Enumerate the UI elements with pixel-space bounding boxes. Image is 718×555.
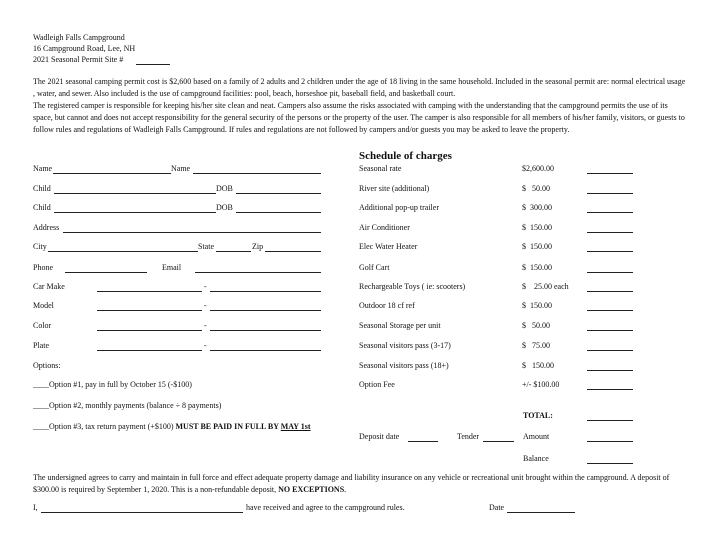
color-field-1[interactable]: [97, 330, 202, 331]
model-dash: -: [204, 301, 207, 310]
name-field-1[interactable]: [53, 173, 171, 174]
schedule-item: Golf Cart: [359, 263, 390, 272]
schedule-price: $ 75.00: [522, 341, 550, 350]
zip-field[interactable]: [265, 251, 321, 252]
name-label-1: Name: [33, 164, 53, 173]
schedule-price: $ 25.00 each: [522, 282, 569, 291]
car-make-dash: -: [204, 282, 207, 291]
intro-paragraph-2: The registered camper is responsible for keeping his/her site clean and neat. Campers also assume the risks associated with camping with the understanding that the campground permits the use of its space, but cannot and does not accept responsibility for the general security of the persons or the property of the user. The camper is also responsible for all members of his/her family, visitors, or guests to follow rules and regulations of Wadleigh Falls Campground. If rules and regulations are not followed by campers and/or guests you may be asked to leave the property.: [33, 101, 685, 134]
schedule-title: Schedule of charges: [359, 150, 452, 162]
schedule-qty-field[interactable]: [587, 370, 633, 371]
schedule-item: Option Fee: [359, 380, 395, 389]
campground-address: 16 Campground Road, Lee, NH: [33, 44, 136, 53]
option-3-deadline: MUST BE PAID IN FULL BY: [175, 422, 281, 431]
dob-field-2[interactable]: [236, 212, 321, 213]
child-field-2[interactable]: [54, 212, 216, 213]
city-field[interactable]: [48, 251, 198, 252]
schedule-item: Seasonal visitors pass (3-17): [359, 341, 451, 350]
schedule-qty-field[interactable]: [587, 291, 633, 292]
schedule-item: Rechargeable Toys ( ie: scooters): [359, 282, 466, 291]
email-field[interactable]: [195, 272, 321, 273]
address-label: Address: [33, 223, 60, 232]
schedule-qty-field[interactable]: [587, 232, 633, 233]
schedule-item: Seasonal rate: [359, 164, 402, 173]
state-field[interactable]: [216, 251, 251, 252]
date-field[interactable]: [507, 512, 575, 513]
schedule-price: $ 50.00: [522, 321, 550, 330]
schedule-qty-field[interactable]: [587, 251, 633, 252]
no-exceptions: NO EXCEPTIONS: [278, 485, 345, 494]
schedule-item: Seasonal visitors pass (18+): [359, 361, 449, 370]
option-3-date: MAY 1st: [280, 422, 311, 431]
schedule-item: Additional pop-up trailer: [359, 203, 439, 212]
plate-field-2[interactable]: [210, 350, 321, 351]
schedule-price: $ 150.00: [522, 242, 552, 251]
phone-label: Phone: [33, 263, 53, 272]
schedule-price: $2,600.00: [522, 164, 554, 173]
color-field-2[interactable]: [210, 330, 321, 331]
schedule-price: $ 150.00: [522, 263, 552, 272]
total-field[interactable]: [587, 420, 633, 421]
tender-label: Tender: [457, 432, 480, 441]
address-field[interactable]: [63, 232, 321, 233]
agreement-text: The undersigned agrees to carry and maintain in full force and effect adequate property damage and liability insurance on any vehicle or recreational unit brought within the campground. A deposit of $300.00 is required by September 1, 2020. This is a non-refundable deposit,: [33, 473, 670, 494]
schedule-price: $ 50.00: [522, 184, 550, 193]
amount-field[interactable]: [587, 441, 633, 442]
model-label: Model: [33, 301, 54, 310]
schedule-price: +/- $100.00: [522, 380, 560, 389]
model-field-2[interactable]: [210, 310, 321, 311]
schedule-qty-field[interactable]: [587, 173, 633, 174]
schedule-qty-field[interactable]: [587, 350, 633, 351]
option-3[interactable]: [33, 422, 311, 432]
color-label: Color: [33, 321, 52, 330]
model-field-1[interactable]: [97, 310, 202, 311]
signature-prefix: I,: [33, 503, 38, 512]
deposit-date-field[interactable]: [408, 441, 438, 442]
car-make-field-2[interactable]: [210, 291, 321, 292]
zip-label: Zip: [252, 242, 264, 251]
schedule-price: $ 150.00: [522, 223, 552, 232]
schedule-item: Outdoor 18 cf ref: [359, 301, 415, 310]
balance-label: Balance: [523, 454, 549, 463]
schedule-price: $ 300.00: [522, 203, 552, 212]
campground-name: Wadleigh Falls Campground: [33, 33, 125, 42]
deposit-date-label: Deposit date: [359, 432, 400, 441]
option-1[interactable]: ____Option #1, pay in full by October 15 (-$100): [33, 380, 192, 389]
phone-field[interactable]: [65, 272, 147, 273]
child-label-2: Child: [33, 203, 51, 212]
schedule-qty-field[interactable]: [587, 310, 633, 311]
email-label: Email: [162, 263, 182, 272]
signature-field[interactable]: [41, 512, 243, 513]
total-label: TOTAL:: [523, 411, 553, 420]
schedule-qty-field[interactable]: [587, 330, 633, 331]
plate-field-1[interactable]: [97, 350, 202, 351]
child-field-1[interactable]: [54, 193, 216, 194]
car-make-label: Car Make: [33, 282, 65, 291]
amount-label: Amount: [523, 432, 550, 441]
dob-field-1[interactable]: [236, 193, 321, 194]
car-make-field-1[interactable]: [97, 291, 202, 292]
date-label: Date: [489, 503, 505, 512]
schedule-qty-field[interactable]: [587, 193, 633, 194]
name-field-2[interactable]: [193, 173, 321, 174]
schedule-item: Seasonal Storage per unit: [359, 321, 441, 330]
plate-dash: -: [204, 341, 207, 350]
intro-paragraph-1: The 2021 seasonal camping permit cost is $2,600 based on a family of 2 adults and 2 children under the age of 18 living in the same household. Included in the seasonal permit are: normal electrical usage , water, and sewer. Also included is the use of campground facilities: pool, beach, horseshoe pit, baseball field, and basketball court.: [33, 77, 686, 98]
schedule-item: River site (additional): [359, 184, 430, 193]
option-2[interactable]: ____Option #2, monthly payments (balance ÷ 8 payments): [33, 401, 222, 410]
name-label-2: Name: [171, 164, 191, 173]
schedule-price: $ 150.00: [522, 361, 554, 370]
color-dash: -: [204, 321, 207, 330]
child-label-1: Child: [33, 184, 51, 193]
city-label: City: [33, 242, 47, 251]
plate-label: Plate: [33, 341, 49, 350]
schedule-qty-field[interactable]: [587, 272, 633, 273]
site-number-line[interactable]: [136, 64, 170, 65]
dob-label-1: DOB: [216, 184, 233, 193]
dob-label-2: DOB: [216, 203, 233, 212]
signature-text: have received and agree to the campground rules.: [246, 503, 405, 512]
tender-field[interactable]: [483, 441, 514, 442]
agreement-paragraph: The undersigned agrees to carry and maintain in full force and effect adequate property damage and liability insurance on any vehicle or recreational unit brought within the campground. A deposit of $300.00 is required by September 1, 2020. This is a non-refundable deposit, NO EXCEPTIONS.: [33, 473, 670, 494]
permit-site-label: 2021 Seasonal Permit Site #: [33, 55, 124, 64]
state-label: State: [198, 242, 214, 251]
schedule-item: Elec Water Heater: [359, 242, 418, 251]
schedule-qty-field[interactable]: [587, 212, 633, 213]
options-label: Options:: [33, 361, 61, 370]
schedule-price: $ 150.00: [522, 301, 552, 310]
balance-field[interactable]: [587, 463, 633, 464]
option-3-text: ____Option #3, tax return payment (+$100): [33, 422, 176, 431]
schedule-item: Air Conditioner: [359, 223, 410, 232]
schedule-qty-field[interactable]: [587, 389, 633, 390]
